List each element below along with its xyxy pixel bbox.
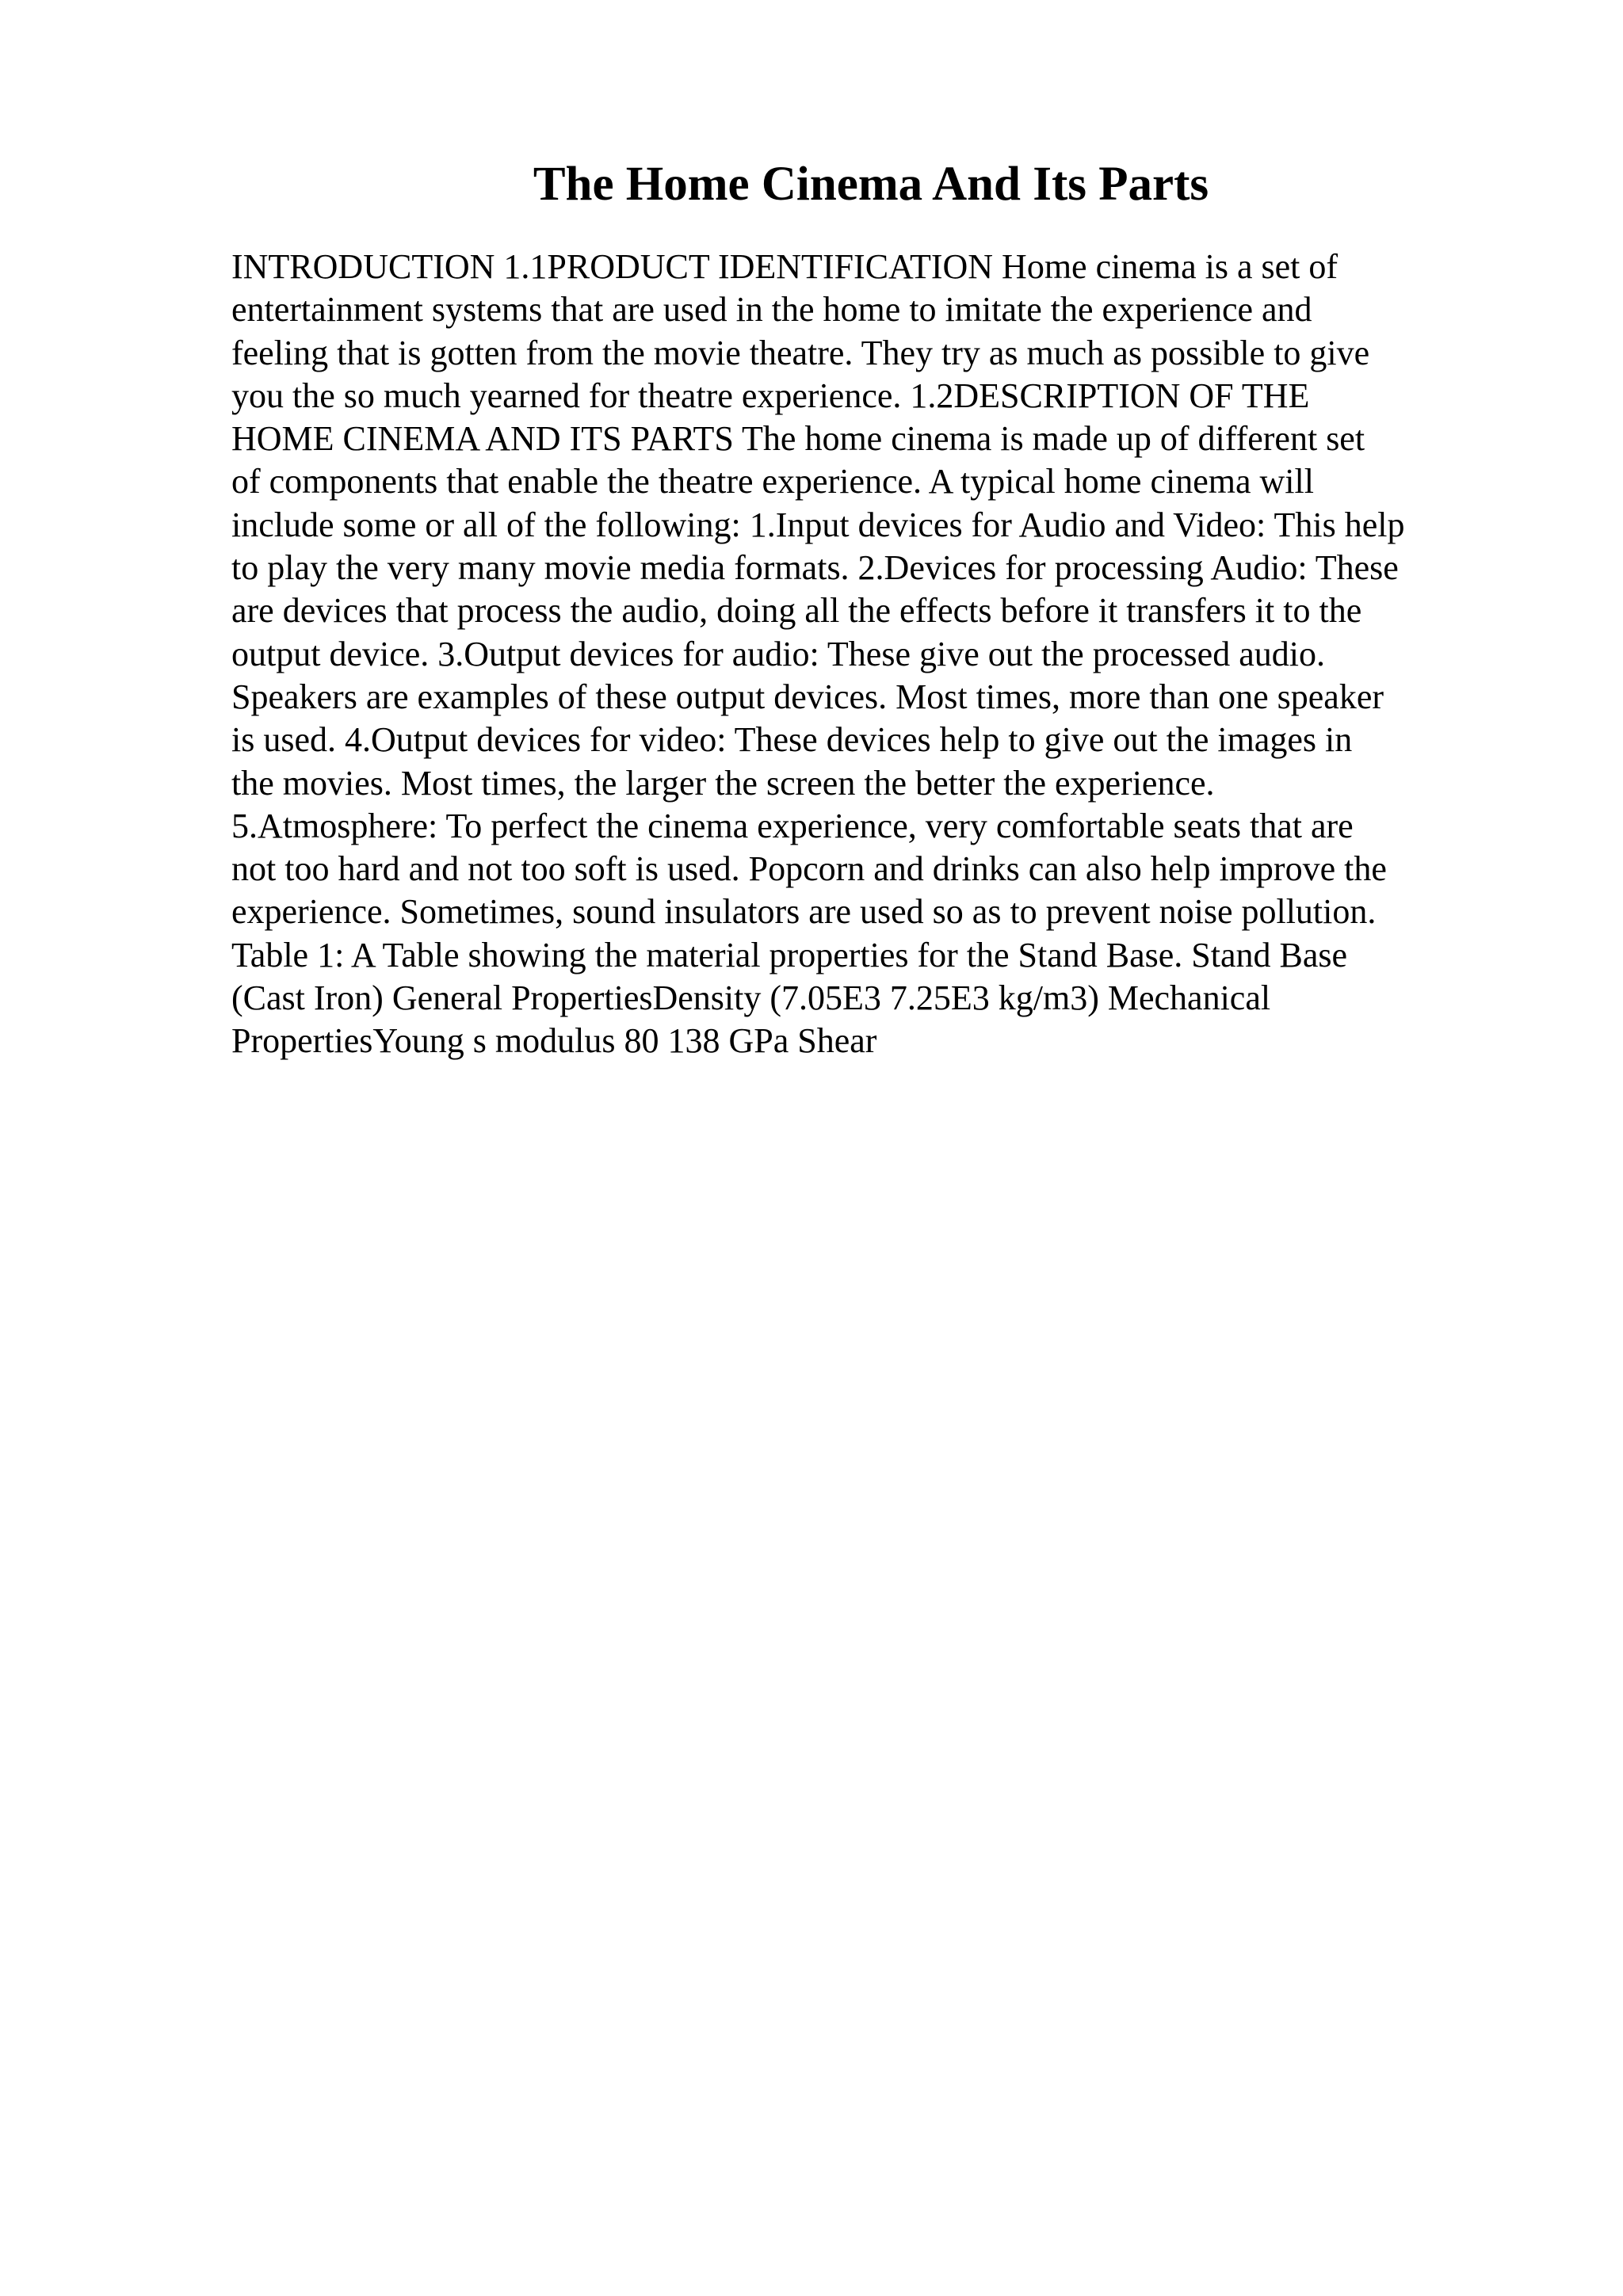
- body-line: is used. 4.Output devices for video: These devices help to give out the images in: [231, 720, 1353, 760]
- body-line: feeling that is gotten from the movie theatre. They try as much as possible to give: [231, 333, 1370, 372]
- body-line: (Cast Iron) General PropertiesDensity (7.05E3 7.25E3 kg/m3) Mechanical: [231, 978, 1271, 1018]
- document-title: The Home Cinema And Its Parts: [533, 158, 1209, 211]
- body-line: Table 1: A Table showing the material properties for the Stand Base. Stand Base: [231, 935, 1348, 974]
- body-line: are devices that process the audio, doing all the effects before it transfers it to the: [231, 591, 1362, 631]
- body-line: you the so much yearned for theatre experience. 1.2DESCRIPTION OF THE: [231, 376, 1310, 415]
- body-line: INTRODUCTION 1.1PRODUCT IDENTIFICATION Home cinema is a set of: [231, 247, 1338, 286]
- body-line: HOME CINEMA AND ITS PARTS The home cinema is made up of different set: [231, 419, 1365, 459]
- body-line: the movies. Most times, the larger the screen the better the experience.: [231, 763, 1215, 803]
- body-line: to play the very many movie media formats. 2.Devices for processing Audio: These: [231, 548, 1399, 588]
- body-line: output device. 3.Output devices for audio: These give out the processed audio.: [231, 634, 1325, 673]
- body-line: include some or all of the following: 1.Input devices for Audio and Video: This help: [231, 505, 1405, 544]
- body-line: not too hard and not too soft is used. Popcorn and drinks can also help improve the: [231, 849, 1387, 889]
- body-line: Speakers are examples of these output devices. Most times, more than one speaker: [231, 677, 1384, 716]
- body-line: experience. Sometimes, sound insulators are used so as to prevent noise pollution.: [231, 892, 1377, 932]
- body-line: PropertiesYoung s modulus 80 138 GPa Shear: [231, 1021, 877, 1061]
- body-line: 5.Atmosphere: To perfect the cinema experience, very comfortable seats that are: [231, 806, 1354, 845]
- body-line: of components that enable the theatre experience. A typical home cinema will: [231, 462, 1314, 502]
- document-body: [231, 246, 1499, 1063]
- body-line: entertainment systems that are used in the home to imitate the experience and: [231, 290, 1312, 330]
